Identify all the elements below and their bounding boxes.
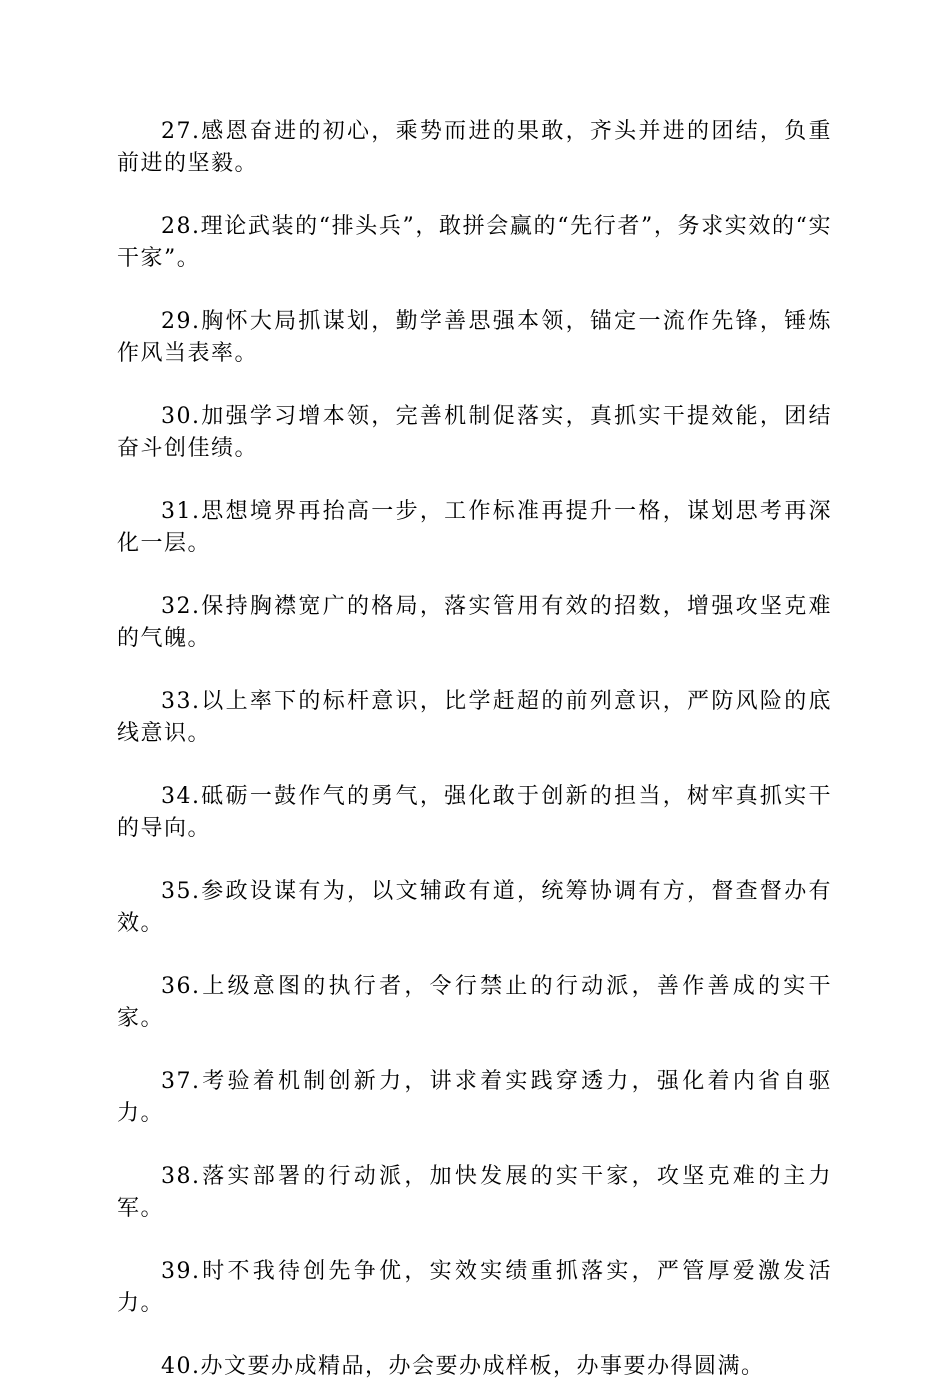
list-item: 38.落实部署的行动派，加快发展的实干家，攻坚克难的主力军。 xyxy=(117,1164,832,1221)
list-item: 33.以上率下的标杆意识，比学赶超的前列意识，严防风险的底线意识。 xyxy=(117,689,832,746)
document-page xyxy=(117,116,832,1383)
list-item: 35.参政设谋有为，以文辅政有道，统筹协调有方，督查督办有效。 xyxy=(117,879,832,936)
list-item: 30.加强学习增本领，完善机制促落实，真抓实干提效能，团结奋斗创佳绩。 xyxy=(117,404,832,461)
list-item: 39.时不我待创先争优，实效实绩重抓落实，严管厚爱激发活力。 xyxy=(117,1259,832,1316)
list-item: 37.考验着机制创新力，讲求着实践穿透力，强化着内省自驱力。 xyxy=(117,1069,832,1126)
list-item: 29.胸怀大局抓谋划，勤学善思强本领，锚定一流作先锋，锤炼作风当表率。 xyxy=(117,309,832,366)
list-item: 32.保持胸襟宽广的格局，落实管用有效的招数，增强攻坚克难的气魄。 xyxy=(117,594,832,651)
list-item: 34.砥砺一鼓作气的勇气，强化敢于创新的担当，树牢真抓实干的导向。 xyxy=(117,784,832,841)
list-item: 28.理论武装的“排头兵”，敢拼会赢的“先行者”，务求实效的“实干家”。 xyxy=(117,214,832,271)
list-item: 40.办文要办成精品，办会要办成样板，办事要办得圆满。 xyxy=(161,1354,765,1379)
list-item: 27.感恩奋进的初心，乘势而进的果敢，齐头并进的团结，负重前进的坚毅。 xyxy=(117,119,832,176)
list-item: 36.上级意图的执行者，令行禁止的行动派，善作善成的实干家。 xyxy=(117,974,832,1031)
list-item: 31.思想境界再抬高一步，工作标准再提升一格，谋划思考再深化一层。 xyxy=(117,499,832,556)
